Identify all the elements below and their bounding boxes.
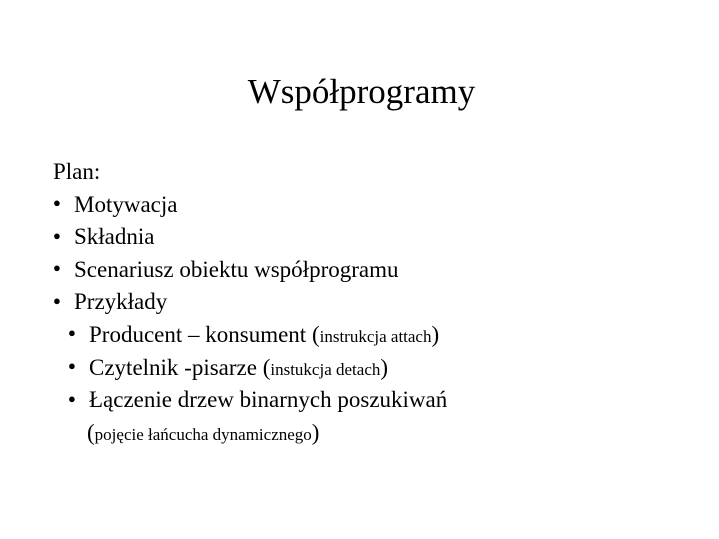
sub-bullet-item: [53, 384, 693, 417]
sub-bullet-item: [53, 319, 693, 352]
bullet-text: Scenariusz obiektu współprogramu: [74, 256, 399, 282]
continuation-open: (: [87, 419, 95, 445]
bullet-item: [53, 254, 693, 287]
bullet-item: [53, 221, 693, 254]
bullet-icon: ●: [68, 357, 76, 373]
bullet-text: Składnia: [74, 224, 155, 250]
sub-bullet-note: instrukcja attach: [319, 326, 432, 346]
plan-heading: Plan:: [53, 159, 101, 184]
bullet-icon: ●: [53, 260, 61, 276]
bullet-text: Przykłady: [74, 289, 168, 315]
bullet-icon: ●: [53, 292, 61, 308]
bullet-icon: ●: [68, 390, 76, 406]
continuation-note: pojęcie łańcucha dynamicznego: [94, 424, 312, 444]
bullet-icon: ●: [53, 227, 61, 243]
bullet-item: [53, 189, 693, 222]
bullet-icon: ●: [53, 195, 61, 211]
slide-title: Współprogramy: [247, 72, 476, 111]
sub-bullet-text: Producent – konsument (: [89, 321, 320, 347]
bullet-icon: ●: [68, 325, 76, 341]
sub-bullet-close: ): [431, 321, 440, 347]
sub-bullet-continuation: [53, 417, 693, 450]
sub-bullet-close: ): [380, 354, 389, 380]
sub-bullet-note: instukcja detach: [270, 359, 381, 379]
bullet-item: [53, 286, 693, 319]
sub-bullet-item: [53, 352, 693, 385]
continuation-close: ): [311, 419, 320, 445]
sub-bullet-text: Czytelnik -pisarze (: [89, 354, 271, 380]
sub-bullet-text: Łączenie drzew binarnych poszukiwań: [89, 387, 448, 413]
bullet-text: Motywacja: [74, 191, 178, 217]
slide-content: [53, 156, 693, 449]
